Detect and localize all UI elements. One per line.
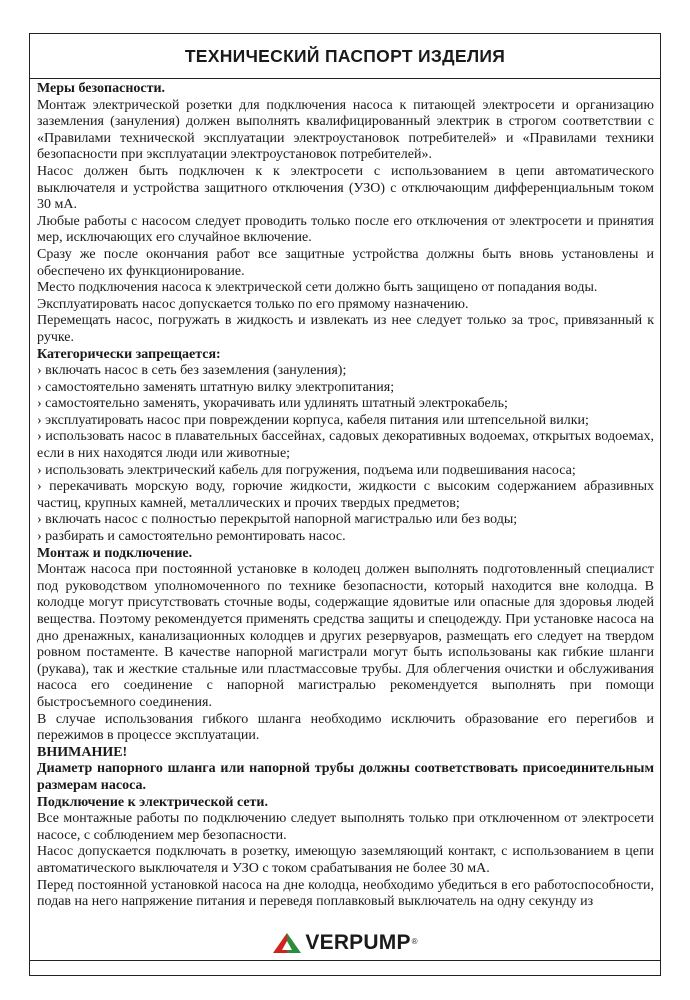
page-title: ТЕХНИЧЕСКИЙ ПАСПОРТ ИЗДЕЛИЯ: [184, 45, 506, 66]
body-paragraph: Место подключения насоса к электрической сети должно быть защищено от попадания воды.: [37, 280, 598, 296]
section-heading: Диаметр напорного шланга или напорной трубы должны соответствовать присоединительным размерам насоса.: [37, 761, 654, 793]
prohibition-item: › использовать электрический кабель для погружения, подъема или подвешивания насоса;: [37, 462, 576, 478]
document-body: [30, 79, 660, 961]
verpump-triangle-icon: [272, 932, 302, 954]
prohibition-item: › самостоятельно заменять, укорачивать или удлинять штатный электрокабель;: [37, 396, 508, 412]
footer: [30, 911, 660, 975]
section-heading: Монтаж и подключение.: [37, 545, 193, 561]
body-paragraph: Сразу же после окончания работ все защитные устройства должны быть вновь установлены и обеспечено их функционирование.: [37, 246, 654, 279]
body-paragraph: Эксплуатировать насос допускается только по его прямому назначению.: [37, 296, 469, 312]
body-paragraph: Насос должен быть подключен к к электросети с использованием в цепи автоматического выключателя и устройства защитного отключения (УЗО) с отключающим дифференциальным током 30 мА.: [37, 163, 654, 213]
body-paragraph: Насос допускается подключать в розетку, имеющую заземляющий контакт, с использованием в цепи автоматического выключателя и УЗО с током срабатывания не более 30 мА.: [37, 844, 654, 876]
registered-mark: ®: [411, 937, 418, 946]
prohibition-item: › включать насос в сеть без заземления (зануления);: [37, 363, 347, 379]
section-heading: Меры безопасности.: [37, 81, 166, 96]
prohibition-item: › эксплуатировать насос при повреждении корпуса, кабеля питания или штепсельной вилки;: [37, 412, 589, 428]
body-paragraph: Перед постоянной установкой насоса на дне колодца, необходимо убедиться в его работоспособности, подав на него напряжение питания и переведя поплавковый выключатель на одну секунду из: [37, 877, 654, 910]
prohibition-item: › перекачивать морскую воду, горючие жидкости, жидкости с высоким содержанием абразивных частиц, крупных камней, металлических и прочих твердых предметов;: [37, 479, 654, 511]
brand-logo: [272, 931, 417, 955]
section-heading: ВНИМАНИЕ!: [37, 744, 128, 760]
section-heading: Подключение к электрической сети.: [37, 794, 268, 810]
section-heading: Категорически запрещается:: [37, 346, 221, 362]
prohibition-item: › самостоятельно заменять штатную вилку электропитания;: [37, 379, 395, 395]
body-paragraph: Перемещать насос, погружать в жидкость и извлекать из нее следует только за трос, привязанный к ручке.: [37, 313, 654, 345]
body-paragraph: В случае использования гибкого шланга необходимо исключить образование его перегибов и пережимов в процессе эксплуатации.: [37, 711, 654, 744]
title-bar: [30, 34, 660, 79]
body-paragraph: Любые работы с насосом следует проводить только после его отключения от электросети и принятия мер, исключающих его случайное включение.: [37, 213, 654, 246]
passport-frame: [29, 33, 661, 976]
body-paragraph: Все монтажные работы по подключению следует выполнять только при отключенном от электросети насосе, с соблюдением мер безопасности.: [37, 811, 654, 843]
body-paragraph: Монтаж электрической розетки для подключения насоса к питающей электросети и организацию заземления (зануления) должен выполнять квалифицированный электрик в строгом соответствии с «Правилами технической эксплуатации электроустановок потребителей» и «Правилами техники безопасности при эксплуатации электроустановок потребителей».: [37, 97, 654, 163]
body-paragraph: Монтаж насоса при постоянной установке в колодец должен выполнять подготовленный специалист под руководством уполномоченного по технике безопасности, который находится вне колодца. В колодце могут присутствовать сточные воды, содержащие ядовитые или опасные для здоровья людей вещества. Поэтому рекомендуется применять средства защиты и спецодежду. При установке насоса на дно дренажных, канализационных колодцев и других резервуаров, размещать его следует на твердом ровном постаменте. В качестве напорной магистрали могут быть использованы как гибкие шланги (рукава), так и жесткие стальные или пластмассовые трубы. Для облегчения очистки и обслуживания насоса его соединение с напорной магистралью рекомендуется выполнять при помощи быстросъемного соединения.: [37, 562, 654, 710]
brand-name: VERPUMP: [305, 931, 411, 954]
prohibition-item: › использовать насос в плавательных бассейнах, садовых декоративных водоемах, открытых водоемах, если в них находятся люди или животные;: [37, 429, 654, 462]
prohibition-item: › разбирать и самостоятельно ремонтировать насос.: [37, 529, 346, 545]
prohibition-item: › включать насос с полностью перекрытой напорной магистралью или без воды;: [37, 512, 518, 528]
